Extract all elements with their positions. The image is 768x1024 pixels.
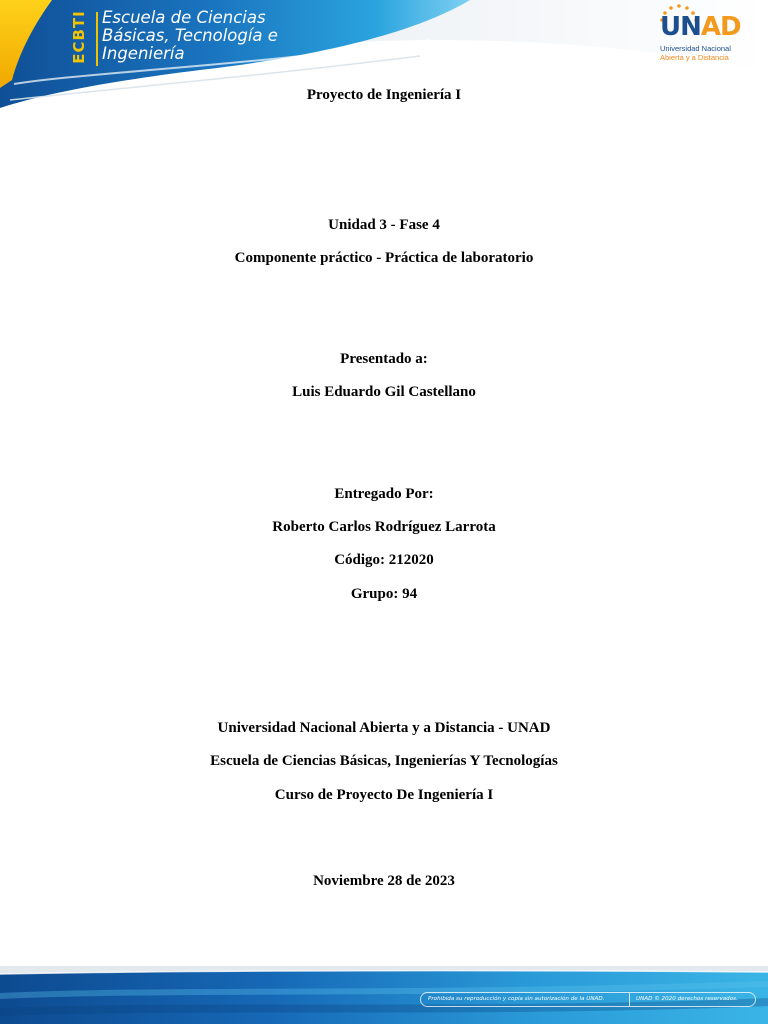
logo-subtitle-line2: Abierta y a Distancia [660,53,729,62]
school-title [102,9,278,63]
school-title-line: Básicas, Tecnología e [102,26,278,45]
group-number: Grupo: 94 [350,586,418,602]
school-name: Escuela de Ciencias Básicas, Ingenierías Y Tecnologías [210,753,558,769]
logo-subtitle-line1: Universidad Nacional [660,44,731,53]
unad-logo [656,4,744,66]
logo-wordmark: UNAD [660,12,741,42]
footer-notice: Prohibida su reproducción y copia sin autorización de la UNAD. [428,996,605,1002]
presented-to-label: Presentado a: [340,351,428,367]
component-title: Componente práctico - Práctica de laboratorio [234,250,534,266]
footer-copyright: UNAD © 2020 derechos reservados. [636,996,738,1002]
ecbti-acronym: ECBTI [70,10,88,64]
course-title: Proyecto de Ingeniería I [306,87,462,103]
university-name: Universidad Nacional Abierta y a Distancia - UNAD [217,720,551,736]
unit-title: Unidad 3 - Fase 4 [328,217,440,233]
school-title-line: Ingeniería [102,44,185,63]
presented-to-name: Luis Eduardo Gil Castellano [292,384,476,400]
delivered-by-label: Entregado Por: [334,486,434,502]
document-date: Noviembre 28 de 2023 [313,873,455,889]
header-divider [96,12,98,66]
course-name: Curso de Proyecto De Ingeniería I [274,787,494,803]
footer-notice-divider [629,993,630,1006]
delivered-by-name: Roberto Carlos Rodríguez Larrota [272,519,496,535]
school-title-line: Escuela de Ciencias [102,8,266,27]
student-code: Código: 212020 [334,552,434,568]
